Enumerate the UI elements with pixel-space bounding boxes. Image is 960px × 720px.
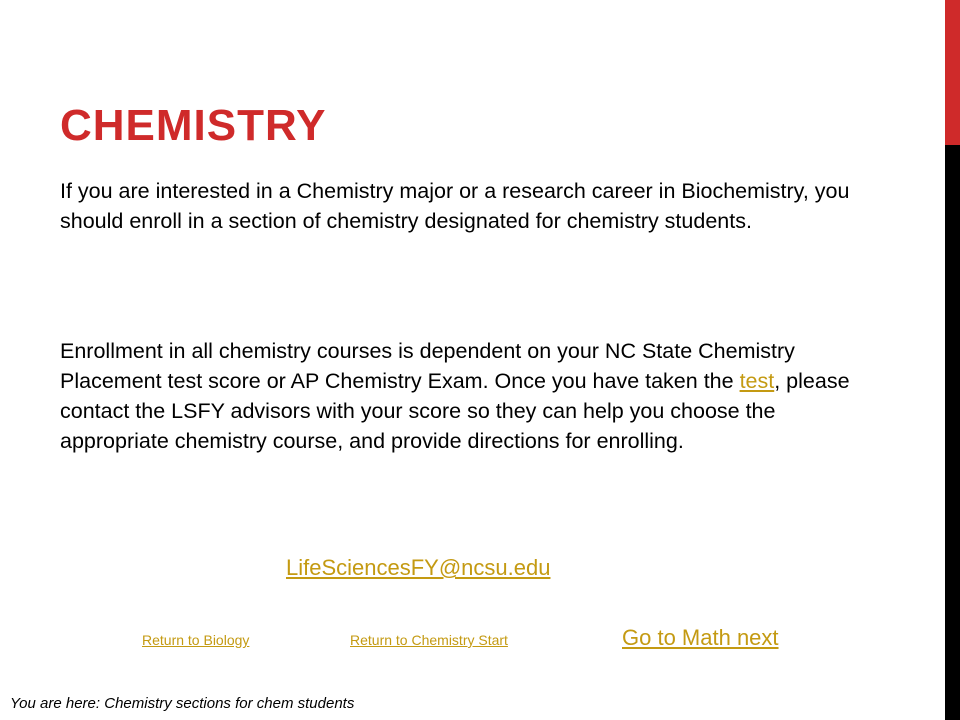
accent-bar-black <box>945 145 960 720</box>
accent-bar-red <box>945 0 960 145</box>
breadcrumb: You are here: Chemistry sections for chem students <box>10 695 355 712</box>
return-to-chemistry-start-link[interactable]: Return to Chemistry Start <box>350 632 508 648</box>
enrollment-paragraph <box>60 336 850 456</box>
enrollment-text-start: Enrollment in all chemistry courses is dependent on your NC State Chemistry Placement test score or AP Chemistry Exam. Once you have taken the <box>60 339 795 393</box>
page-title: CHEMISTRY <box>60 101 327 150</box>
email-link[interactable]: LifeSciencesFY@ncsu.edu <box>286 555 551 580</box>
return-to-biology-link[interactable]: Return to Biology <box>142 632 250 648</box>
go-to-math-link[interactable]: Go to Math next <box>622 625 779 650</box>
intro-paragraph: If you are interested in a Chemistry major or a research career in Biochemistry, you should enroll in a section of chemistry designated for chemistry students. <box>60 179 850 233</box>
enrollment-text-end: , please contact the LSFY advisors with your score so they can help you choose the appropriate chemistry course, and provide directions for enrolling. <box>60 369 850 453</box>
test-link[interactable]: test <box>739 369 775 393</box>
